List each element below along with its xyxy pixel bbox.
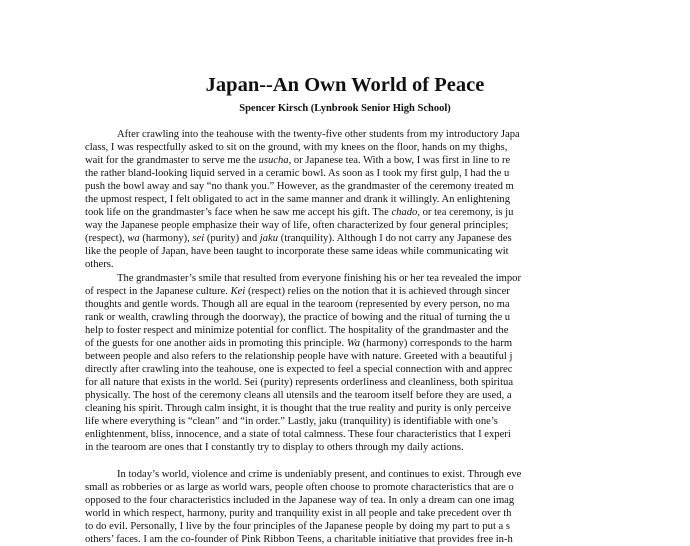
text-run: enlightenment, bliss, innocence, and a state of total calmness. These four characteristics that I experi bbox=[85, 429, 511, 440]
text-run: cleaning his spirit. Through calm insight, it is thought that the true reality and purity is only perceive bbox=[85, 403, 512, 414]
text-run: the rather bland-looking liquid served in a ceramic bowl. As soon as I took my first gulp, I had the u bbox=[85, 168, 510, 179]
text-run: (tranquility). Although I do not carry any Japanese des bbox=[278, 233, 512, 244]
document-title: Japan--An Own World of Peace bbox=[205, 74, 485, 96]
text-run: After crawling into the teahouse with the twenty-five other students from my introductory Japa bbox=[117, 129, 520, 140]
text-line bbox=[85, 428, 511, 441]
text-line bbox=[85, 245, 509, 258]
text-run: directly after crawling into the teahouse, one is expected to feel a special connection with and apprec bbox=[85, 364, 513, 375]
text-run: for all nature that exists in the world. Sei (purity) represents orderliness and cleanliness, both spiritua bbox=[85, 377, 514, 388]
text-run: small as robberies or as large as world wars, people often choose to promote characteristics that are o bbox=[85, 482, 514, 493]
text-run: wait for the grandmaster to serve me the bbox=[85, 155, 259, 166]
text-line bbox=[85, 481, 514, 494]
text-line bbox=[85, 376, 513, 389]
text-line bbox=[85, 494, 514, 507]
italic-term: chado bbox=[391, 207, 418, 218]
text-line bbox=[85, 154, 510, 167]
text-line bbox=[85, 402, 511, 415]
text-run: others’ faces. I am the co-founder of Pink Ribbon Teens, a charitable initiative that provides free in-h bbox=[85, 534, 513, 545]
text-run: (purity) and bbox=[204, 233, 260, 244]
text-run: way the Japanese people emphasize their way of life, often characterized by four general principles; bbox=[85, 220, 509, 231]
text-run: of the guests for one another aids in promoting this principle. bbox=[85, 338, 347, 349]
text-run: , or tea ceremony, is ju bbox=[417, 207, 514, 218]
text-line bbox=[85, 324, 508, 337]
text-run: , or Japanese tea. With a bow, I was first in line to re bbox=[288, 155, 511, 166]
text-line bbox=[117, 468, 521, 481]
text-run: (respect), bbox=[85, 233, 128, 244]
text-line bbox=[85, 363, 512, 376]
italic-term: Kei bbox=[230, 286, 246, 297]
text-line bbox=[85, 285, 510, 298]
italic-term: wa bbox=[127, 233, 140, 244]
italic-term: usucha bbox=[258, 155, 289, 166]
text-run: physically. The host of the ceremony cleans all utensils and the tearoom itself before they are used, a bbox=[85, 390, 512, 401]
text-run: opposed to the four characteristics included in the Japanese way of tea. In only a dream can one imag bbox=[85, 495, 515, 506]
text-run: (harmony), bbox=[139, 233, 193, 244]
text-line bbox=[85, 219, 508, 232]
text-run: The grandmaster’s smile that resulted from everyone finishing his or her tea revealed the impor bbox=[117, 273, 522, 284]
text-run: life where everything is “clean” and “in order.” Lastly, jaku (tranquility) is identifiable with one’s bbox=[85, 416, 498, 427]
text-run: world in which respect, harmony, purity and tranquility exist in all people and take precedent over th bbox=[85, 508, 512, 519]
text-line bbox=[117, 272, 521, 285]
author-line: Spencer Kirsch (Lynbrook Senior High School) bbox=[239, 103, 451, 114]
text-run: (respect) relies on the notion that it is achieved through sincer bbox=[245, 286, 510, 297]
text-run: to do evil. Personally, I live by the four principles of the Japanese people by doing my part to put a s bbox=[85, 521, 511, 532]
text-line bbox=[85, 389, 512, 402]
text-run: In today’s world, violence and crime is undeniably present, and continues to exist. Through eve bbox=[117, 469, 522, 480]
text-line bbox=[85, 180, 514, 193]
text-run: push the bowl away and say “no thank you.” However, as the grandmaster of the ceremony treated m bbox=[85, 181, 514, 192]
text-line bbox=[85, 298, 510, 311]
text-line bbox=[85, 533, 513, 546]
italic-term: sei bbox=[192, 233, 205, 244]
text-run: others. bbox=[85, 259, 114, 270]
text-run: of respect in the Japanese culture. bbox=[85, 286, 231, 297]
text-run: in the tearoom are ones that I constantly try to display to others through my daily actions. bbox=[85, 442, 464, 453]
text-run: (harmony) corresponds to the harm bbox=[360, 338, 513, 349]
text-run: thoughts and gentle words. Though all are equal in the tearoom (represented by every person, no ma bbox=[85, 299, 510, 310]
text-run: class, I was respectfully asked to sit on the ground, with my knees on the floor, hands on my thighs, bbox=[85, 142, 508, 153]
text-run: took life on the grandmaster’s face when he saw me accept his gift. The bbox=[85, 207, 392, 218]
text-run: help to foster respect and minimize potential for conflict. The hospitality of the grandmaster and the bbox=[85, 325, 509, 336]
text-run: rank or wealth, crawling through the doorway), the practice of bowing and the ritual of turning the u bbox=[85, 312, 511, 323]
text-run: between people and also refers to the relationship people have with nature. Greeted with a beautiful j bbox=[85, 351, 513, 362]
text-line bbox=[85, 350, 512, 363]
text-line bbox=[85, 232, 512, 245]
text-line bbox=[85, 337, 512, 350]
text-line bbox=[85, 141, 507, 154]
text-line bbox=[85, 441, 464, 454]
text-line bbox=[85, 520, 510, 533]
italic-term: jaku bbox=[259, 233, 279, 244]
text-line bbox=[85, 193, 510, 206]
text-run: the upmost respect, I felt obligated to act in the same manner and drank it willingly. An enlightening bbox=[85, 194, 511, 205]
text-line bbox=[85, 507, 511, 520]
text-run: like the people of Japan, have been taught to incorporate these same ideas while communicating wit bbox=[85, 246, 509, 257]
text-line bbox=[85, 258, 114, 271]
text-line bbox=[85, 206, 513, 219]
italic-term: Wa bbox=[346, 338, 361, 349]
text-line bbox=[85, 167, 509, 180]
text-line bbox=[85, 311, 510, 324]
text-line bbox=[85, 415, 498, 428]
text-line bbox=[117, 128, 520, 141]
